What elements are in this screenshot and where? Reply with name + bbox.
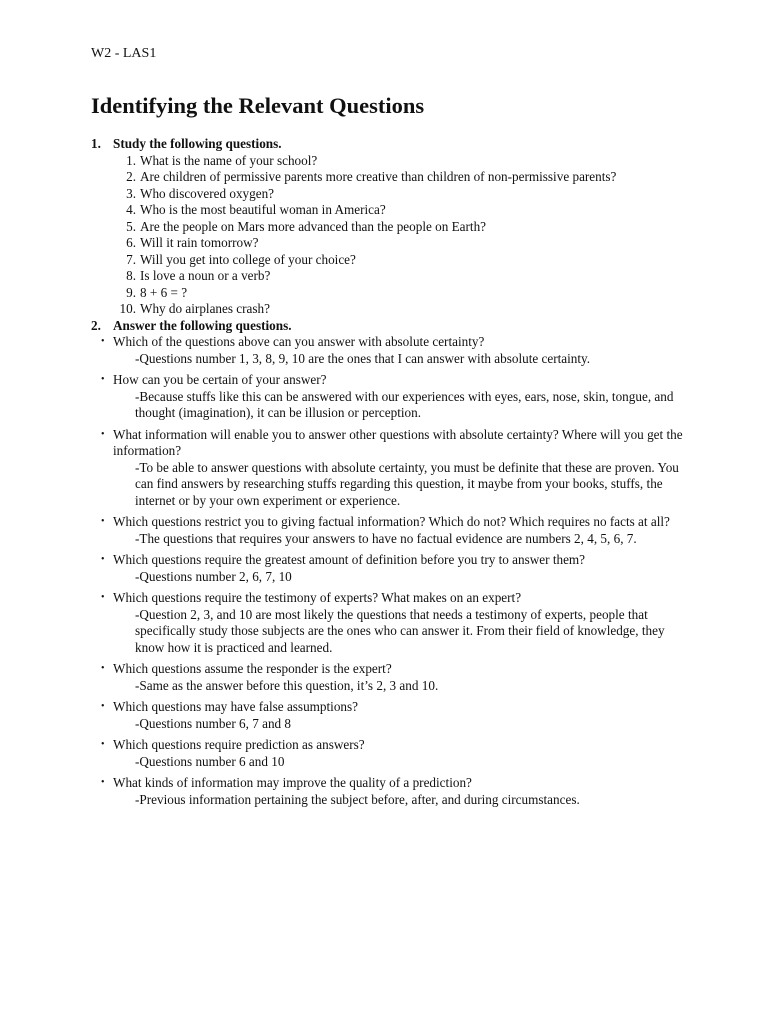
list-item bbox=[91, 268, 691, 285]
answer-text: -Questions number 6 and 10 bbox=[135, 753, 285, 769]
list-item bbox=[91, 514, 691, 547]
question-text: Which of the questions above can you answer with absolute certainty? bbox=[113, 334, 485, 349]
list-item bbox=[91, 334, 691, 367]
bullet-icon: • bbox=[101, 663, 105, 674]
question-text: Which questions require prediction as answers? bbox=[113, 737, 365, 752]
question-text: What is the name of your school? bbox=[140, 152, 318, 168]
question-number: 1. bbox=[126, 152, 136, 168]
bullet-icon: • bbox=[101, 554, 105, 565]
list-item bbox=[91, 186, 691, 203]
list-item bbox=[91, 219, 691, 236]
question-number: 5. bbox=[126, 218, 136, 234]
bullet-icon: • bbox=[101, 701, 105, 712]
list-item bbox=[91, 252, 691, 269]
question-text: Will you get into college of your choice? bbox=[140, 251, 356, 267]
list-item bbox=[91, 235, 691, 252]
bullet-icon: • bbox=[101, 777, 105, 788]
question-text: What kinds of information may improve the quality of a prediction? bbox=[113, 775, 472, 790]
list-item bbox=[91, 775, 691, 808]
question-number: 9. bbox=[126, 284, 136, 300]
question-text: Why do airplanes crash? bbox=[140, 301, 270, 316]
question-list bbox=[91, 153, 691, 318]
list-item bbox=[91, 202, 691, 219]
bullet-icon: • bbox=[101, 428, 105, 440]
list-item bbox=[91, 169, 691, 186]
question-number: 3. bbox=[126, 185, 136, 201]
section-1-heading-text: Study the following questions. bbox=[113, 136, 282, 151]
list-item bbox=[91, 661, 691, 694]
question-text: Who is the most beautiful woman in America? bbox=[140, 202, 386, 217]
section-1-number: 1. bbox=[91, 136, 101, 151]
question-text: What information will enable you to answer other questions with absolute certainty? Where will you get the information? bbox=[113, 426, 683, 458]
question-number: 7. bbox=[126, 251, 136, 267]
document-title: Identifying the Relevant Questions bbox=[91, 93, 425, 118]
answer-text: -To be able to answer questions with absolute certainty, you must be definite that these are proven. You can find answers by researching stuffs regarding this question, it maybe from your books, stuffs, the internet or by your own experiment or experience. bbox=[135, 459, 679, 508]
list-item bbox=[91, 699, 691, 732]
question-text: Are children of permissive parents more creative than children of non-permissive parents? bbox=[140, 169, 617, 184]
document-code: W2 - LAS1 bbox=[91, 46, 157, 61]
question-text: Are the people on Mars more advanced than the people on Earth? bbox=[140, 218, 487, 234]
answer-text: -Questions number 1, 3, 8, 9, 10 are the ones that I can answer with absolute certainty. bbox=[135, 350, 591, 366]
document-body bbox=[91, 136, 691, 813]
answer-text: -Questions number 6, 7 and 8 bbox=[135, 715, 292, 731]
answer-text: -The questions that requires your answers to have no factual evidence are numbers 2, 4, 5, 6, 7. bbox=[135, 530, 637, 546]
list-item bbox=[91, 427, 691, 510]
answer-text: -Because stuffs like this can be answered with our experiences with eyes, ears, nose, skin, tongue, and thought (imagination), it can be illusion or perception. bbox=[135, 388, 674, 420]
question-number: 8. bbox=[126, 268, 136, 283]
answer-text: -Questions number 2, 6, 7, 10 bbox=[135, 568, 292, 584]
bullet-icon: • bbox=[101, 336, 105, 347]
question-text: Which questions require the testimony of experts? What makes on an expert? bbox=[113, 590, 522, 605]
answer-text: -Previous information pertaining the subject before, after, and during circumstances. bbox=[135, 791, 580, 807]
bullet-icon: • bbox=[101, 592, 105, 603]
answer-text: -Question 2, 3, and 10 are most likely the questions that needs a testimony of experts, people that specifically study those subjects are the ones who can answer it. From their field of knowledge, they know how it is practiced and learned. bbox=[135, 606, 665, 655]
question-text: Which questions assume the responder is the expert? bbox=[113, 661, 392, 676]
list-item bbox=[91, 153, 691, 170]
bullet-icon: • bbox=[101, 739, 105, 750]
section-1-heading bbox=[91, 136, 691, 153]
question-number: 10. bbox=[119, 301, 136, 316]
bullet-icon: • bbox=[101, 374, 105, 385]
question-text: Is love a noun or a verb? bbox=[140, 268, 271, 283]
question-number: 2. bbox=[126, 169, 136, 184]
list-item bbox=[91, 285, 691, 302]
section-2-heading-text: Answer the following questions. bbox=[113, 317, 292, 333]
section-2-number: 2. bbox=[91, 317, 101, 333]
question-text: Which questions may have false assumptions? bbox=[113, 699, 359, 714]
question-text: Which questions require the greatest amount of definition before you try to answer them? bbox=[113, 552, 586, 567]
list-item bbox=[91, 372, 691, 422]
bullet-icon: • bbox=[101, 516, 105, 527]
list-item bbox=[91, 737, 691, 770]
answer-list bbox=[91, 334, 691, 808]
list-item bbox=[91, 590, 691, 656]
question-text: Which questions restrict you to giving factual information? Which do not? Which requires no facts at all? bbox=[113, 514, 670, 529]
question-text: 8 + 6 = ? bbox=[140, 284, 188, 300]
question-text: Who discovered oxygen? bbox=[140, 185, 275, 201]
list-item bbox=[91, 301, 691, 318]
question-text: How can you be certain of your answer? bbox=[113, 372, 327, 387]
question-number: 4. bbox=[126, 202, 136, 217]
list-item bbox=[91, 552, 691, 585]
section-2-heading bbox=[91, 318, 691, 335]
question-number: 6. bbox=[126, 235, 136, 250]
answer-text: -Same as the answer before this question, it’s 2, 3 and 10. bbox=[135, 677, 439, 693]
question-text: Will it rain tomorrow? bbox=[140, 235, 259, 250]
